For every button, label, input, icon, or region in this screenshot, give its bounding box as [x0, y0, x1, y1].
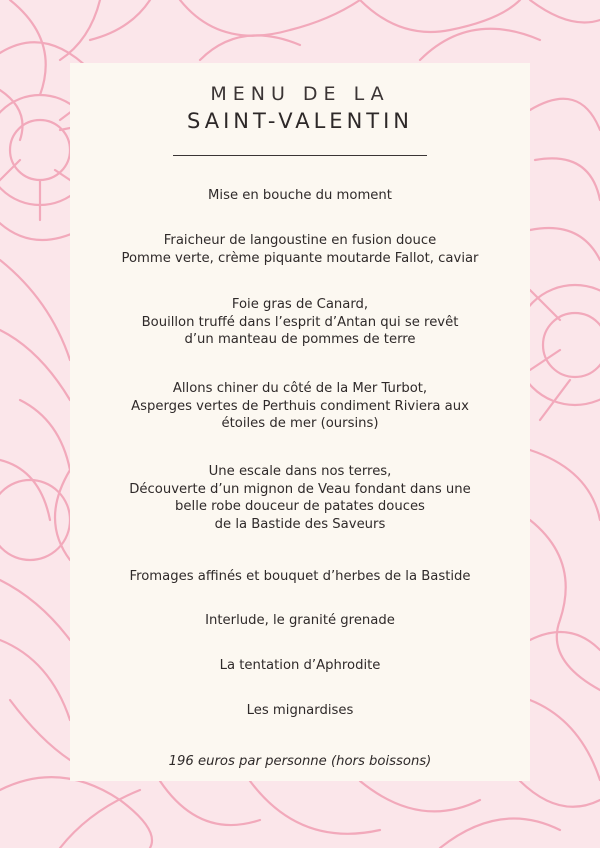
course-line: Fromages affinés et bouquet d’herbes de la Bastide — [129, 569, 471, 584]
course-line: Allons chiner du côté de la Mer Turbot, — [172, 381, 428, 396]
course-item — [70, 702, 530, 720]
course-line: Les mignardises — [246, 703, 354, 718]
course-line: Une escale dans nos terres, — [208, 464, 392, 479]
course-line: Découverte d’un mignon de Veau fondant dans une — [129, 481, 471, 497]
course-line: Bouillon truffé dans l’esprit d’Antan qui se revêt — [141, 314, 459, 330]
course-item — [70, 232, 530, 267]
course-line: d’un manteau de pommes de terre — [184, 332, 416, 347]
price-line: 196 euros par personne (hors boissons) — [168, 754, 432, 769]
course-item — [70, 568, 530, 586]
course-item — [70, 296, 530, 349]
course-line: étoiles de mer (oursins) — [221, 416, 379, 431]
course-line: Pomme verte, crème piquante moutarde Fallot, caviar — [121, 250, 479, 266]
title-divider — [173, 155, 427, 156]
course-line: Fraicheur de langoustine en fusion douce — [163, 233, 437, 248]
course-line: Asperges vertes de Perthuis condiment Riviera aux — [131, 398, 469, 414]
course-item — [70, 463, 530, 533]
course-item — [70, 612, 530, 630]
course-line: Interlude, le granité grenade — [205, 613, 395, 628]
course-line: de la Bastide des Saveurs — [214, 516, 386, 532]
course-line: belle robe douceur de patates douces — [175, 499, 425, 514]
course-line: Mise en bouche du moment — [208, 188, 392, 203]
menu-title-line1: MENU DE LA — [210, 83, 390, 105]
menu-title-line2: SAINT-VALENTIN — [186, 109, 414, 133]
menu-card — [70, 63, 530, 781]
course-item — [70, 187, 530, 205]
course-line: La tentation d’Aphrodite — [219, 658, 381, 673]
course-item — [70, 380, 530, 433]
course-line: Foie gras de Canard, — [231, 297, 369, 312]
course-item — [70, 657, 530, 675]
